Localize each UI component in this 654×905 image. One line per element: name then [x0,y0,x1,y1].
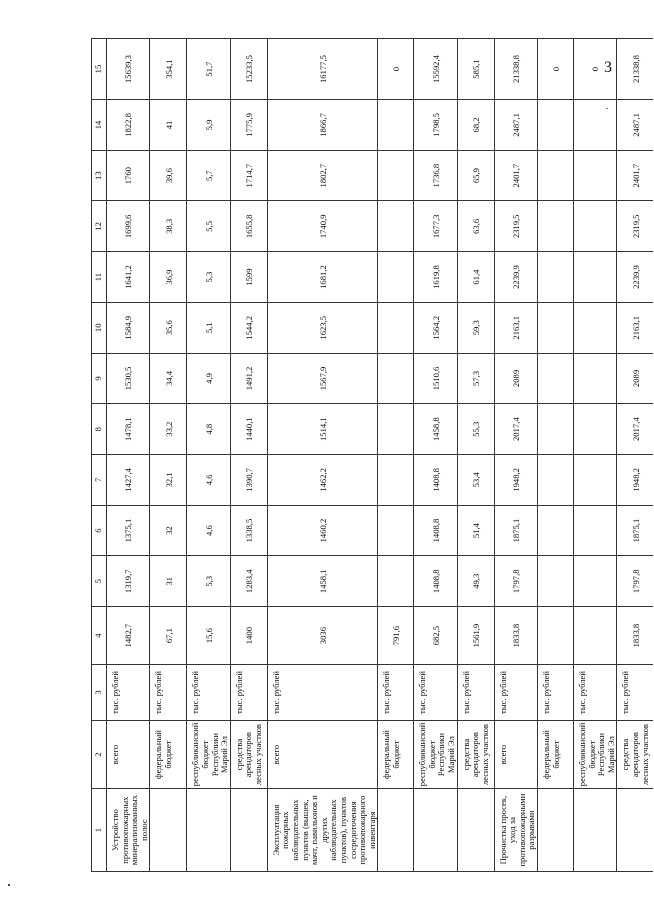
total-value: 21338,8 [494,39,537,100]
total-value: 354,1 [150,39,187,100]
activity-name: Устройство противопожарных минерализованных полос [107,789,150,872]
year-value [538,505,574,556]
funding-source: федеральный бюджет [378,720,414,788]
year-value: 1833,8 [494,607,537,665]
column-number: 2 [92,720,107,788]
year-value [538,201,574,252]
table-row [414,39,457,872]
year-value [378,252,414,303]
year-value: 4,6 [187,455,230,506]
unit: тыс. рублей [150,665,187,721]
year-value: 39,6 [150,150,187,201]
year-value: 1681,2 [267,252,378,303]
funding-source: всего [267,720,378,788]
year-value: 15,6 [187,607,230,665]
year-value: 4,9 [187,353,230,404]
year-value: 36,9 [150,252,187,303]
year-value [574,607,617,665]
year-value: 1875,1 [617,505,654,556]
year-value [538,150,574,201]
table-row [494,39,537,872]
year-value: 1338,5 [230,505,267,556]
year-value: 34,4 [150,353,187,404]
year-value: 2239,9 [494,252,537,303]
year-value: 1375,1 [107,505,150,556]
funding-source: средства арендаторов лесных участков [617,720,654,788]
year-value: 3036 [267,607,378,665]
year-value: 31 [150,556,187,607]
year-value [378,100,414,151]
year-value: 2017,4 [494,404,537,455]
rotated-table [91,38,650,872]
year-value [574,404,617,455]
year-value: 67,1 [150,607,187,665]
year-value: 1641,2 [107,252,150,303]
table-row [230,39,267,872]
funding-source: республиканский бюджет Республики Марий Эл [187,720,230,788]
year-value: 5,7 [187,150,230,201]
year-value [538,607,574,665]
table-row [187,39,230,872]
year-value: 1736,8 [414,150,457,201]
activity-name: Эксплуатация пожарных наблюдательных пунктов (вышек, мачт, павильонов и других наблюдательных пунктов), пунктов сосредоточения противопожарного инвентаря [267,789,378,872]
year-value: 49,3 [457,556,494,607]
year-value: 1655,8 [230,201,267,252]
table-row [617,39,654,872]
year-value: 2239,9 [617,252,654,303]
year-value: 1478,1 [107,404,150,455]
year-value: 1491,2 [230,353,267,404]
year-value: 1875,1 [494,505,537,556]
year-value: 5,5 [187,201,230,252]
column-number: 15 [92,39,107,100]
year-value [378,455,414,506]
year-value: 1802,7 [267,150,378,201]
year-value: 1567,9 [267,353,378,404]
year-value: 1714,7 [230,150,267,201]
column-number: 14 [92,100,107,151]
year-value: 1440,1 [230,404,267,455]
column-number: 5 [92,556,107,607]
year-value: 4,8 [187,404,230,455]
activity-name [150,789,187,872]
activity-name [617,789,654,872]
year-value: 4,6 [187,505,230,556]
activity-name [187,789,230,872]
year-value: 1400 [230,607,267,665]
total-value: 16177,5 [267,39,378,100]
year-value: 41 [150,100,187,151]
year-value [574,505,617,556]
year-value: 1699,6 [107,201,150,252]
year-value: 1319,7 [107,556,150,607]
year-value: 63,6 [457,201,494,252]
year-value [574,252,617,303]
total-value: 585,1 [457,39,494,100]
year-value: 1460,2 [267,505,378,556]
year-value [538,302,574,353]
funding-source: средства арендаторов лесных участков [230,720,267,788]
year-value: 32 [150,505,187,556]
year-value: 32,1 [150,455,187,506]
scan-mark [8,884,10,886]
funding-source: республиканский бюджет Республики Марий Эл [414,720,457,788]
unit: тыс. рублей [414,665,457,721]
year-value [378,556,414,607]
activity-name: Прочистка просек, уход за противопожарными разрывами [494,789,537,872]
year-value: 1948,2 [494,455,537,506]
year-value [574,302,617,353]
column-number: 9 [92,353,107,404]
year-value: 1408,8 [414,556,457,607]
unit: тыс. рублей [457,665,494,721]
year-value: 2401,7 [617,150,654,201]
column-number: 8 [92,404,107,455]
year-value: 59,3 [457,302,494,353]
table-row [457,39,494,872]
year-value: 5,3 [187,252,230,303]
total-value: 15592,4 [414,39,457,100]
year-value [538,455,574,506]
year-value: 1677,3 [414,201,457,252]
year-value [378,150,414,201]
year-value: 35,6 [150,302,187,353]
year-value: 1623,5 [267,302,378,353]
year-value [538,404,574,455]
unit: тыс. рублей [230,665,267,721]
funding-source: федеральный бюджет [150,720,187,788]
year-value: 2487,1 [494,100,537,151]
year-value [378,353,414,404]
unit: тыс. рублей [187,665,230,721]
year-value: 5,3 [187,556,230,607]
year-value: 5,9 [187,100,230,151]
header-row [92,39,107,872]
year-value: 1797,8 [617,556,654,607]
year-value: 2163,1 [494,302,537,353]
unit: тыс. рублей [538,665,574,721]
year-value: 1482,7 [107,607,150,665]
table-row [107,39,150,872]
year-value: 791,6 [378,607,414,665]
year-value: 1797,8 [494,556,537,607]
year-value: 2163,1 [617,302,654,353]
year-value: 57,3 [457,353,494,404]
year-value: 65,9 [457,150,494,201]
activity-name [378,789,414,872]
year-value: 1408,8 [414,455,457,506]
total-value: 0 [574,39,617,100]
unit: тыс. рублей [574,665,617,721]
table-row [574,39,617,872]
year-value: 1775,9 [230,100,267,151]
year-value: 1510,6 [414,353,457,404]
year-value: 1798,5 [414,100,457,151]
year-value: 1561,9 [457,607,494,665]
year-value: 1619,8 [414,252,457,303]
year-value [574,353,617,404]
table-row [378,39,414,872]
year-value: 1514,1 [267,404,378,455]
year-value [538,252,574,303]
budget-table [91,38,654,872]
year-value: 1530,5 [107,353,150,404]
column-number: 6 [92,505,107,556]
year-value: 1866,7 [267,100,378,151]
year-value [378,404,414,455]
unit: тыс. рублей [494,665,537,721]
year-value: 1740,9 [267,201,378,252]
table-row [538,39,574,872]
year-value: 2017,4 [617,404,654,455]
year-value: 1544,2 [230,302,267,353]
year-value [538,353,574,404]
year-value [538,100,574,151]
year-value: 1599 [230,252,267,303]
year-value: 2401,7 [494,150,537,201]
column-number: 13 [92,150,107,201]
total-value: 51,7 [187,39,230,100]
year-value: 33,2 [150,404,187,455]
year-value: 2319,5 [494,201,537,252]
column-number: 10 [92,302,107,353]
year-value [574,556,617,607]
year-value: 51,4 [457,505,494,556]
table-container [91,38,650,872]
year-value: 1833,8 [617,607,654,665]
year-value: 1390,7 [230,455,267,506]
total-value: 0 [538,39,574,100]
activity-name [230,789,267,872]
year-value: 61,4 [457,252,494,303]
year-value [574,150,617,201]
column-number: 4 [92,607,107,665]
year-value [378,302,414,353]
year-value: 1427,4 [107,455,150,506]
year-value: 1283,4 [230,556,267,607]
year-value: 1408,8 [414,505,457,556]
column-number: 7 [92,455,107,506]
funding-source: всего [107,720,150,788]
year-value: 68,2 [457,100,494,151]
column-number: 3 [92,665,107,721]
table-row [267,39,378,872]
year-value: 55,3 [457,404,494,455]
year-value [574,201,617,252]
year-value: 53,4 [457,455,494,506]
year-value [378,201,414,252]
year-value: 5,1 [187,302,230,353]
funding-source: республиканский бюджет Республики Марий Эл [574,720,617,788]
year-value: 1564,2 [414,302,457,353]
total-value: 0 [378,39,414,100]
year-value: 1948,2 [617,455,654,506]
year-value: 1822,8 [107,100,150,151]
year-value: 1458,1 [267,556,378,607]
year-value: 2089 [617,353,654,404]
unit: тыс. рублей [617,665,654,721]
total-value: 15233,5 [230,39,267,100]
column-number: 1 [92,789,107,872]
year-value: 2487,1 [617,100,654,151]
year-value [378,505,414,556]
funding-source: средства арендаторов лесных участков [457,720,494,788]
activity-name [574,789,617,872]
year-value: 38,3 [150,201,187,252]
total-value: 15639,3 [107,39,150,100]
year-value: 1760 [107,150,150,201]
activity-name [538,789,574,872]
year-value [574,100,617,151]
unit: тыс. рублей [267,665,378,721]
year-value: 2089 [494,353,537,404]
page-number: 3 [604,59,612,76]
total-value: 21338,8 [617,39,654,100]
year-value: 1462,2 [267,455,378,506]
unit: тыс. рублей [378,665,414,721]
column-number: 12 [92,201,107,252]
year-value [574,455,617,506]
activity-name [457,789,494,872]
year-value: 1584,9 [107,302,150,353]
table-row [150,39,187,872]
column-number: 11 [92,252,107,303]
year-value: 2319,5 [617,201,654,252]
activity-name [414,789,457,872]
year-value: 682,5 [414,607,457,665]
year-value: 1458,8 [414,404,457,455]
funding-source: всего [494,720,537,788]
year-value [538,556,574,607]
unit: тыс. рублей [107,665,150,721]
funding-source: федеральный бюджет [538,720,574,788]
